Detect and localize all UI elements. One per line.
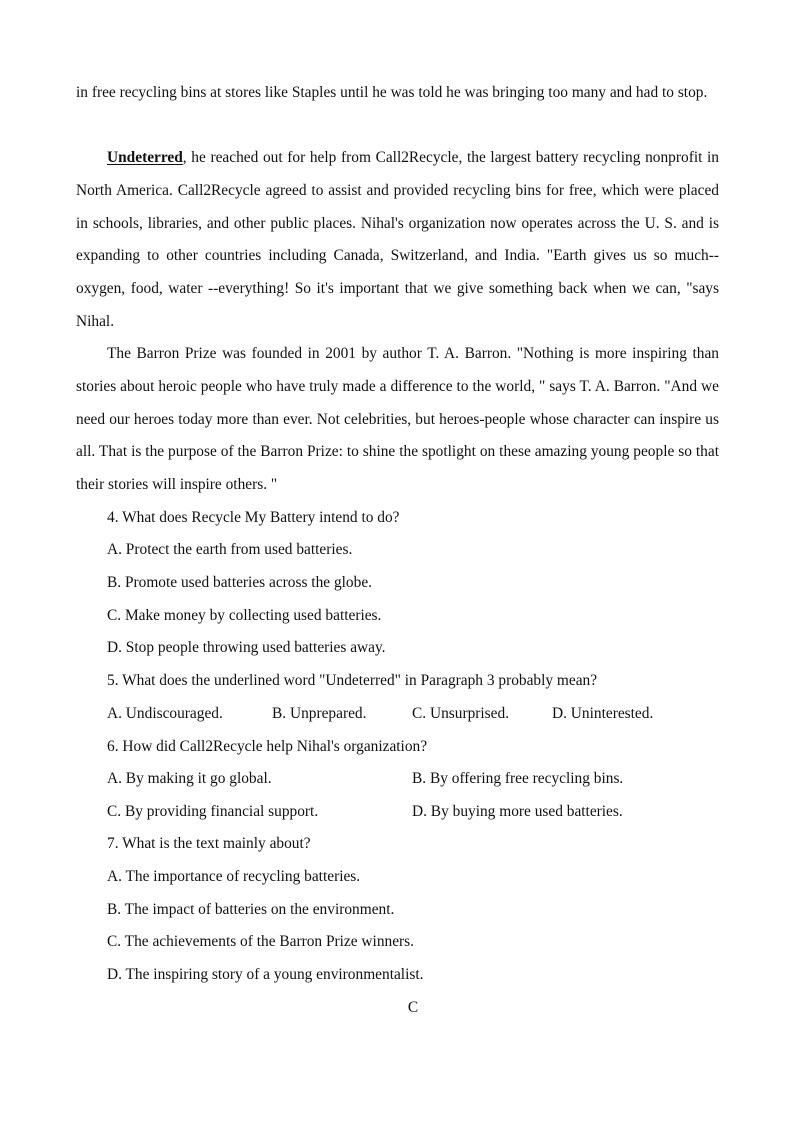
question-7-option-a: A. The importance of recycling batteries. [107, 868, 361, 885]
question-7-option-d: D. The inspiring story of a young environmentalist. [107, 966, 424, 983]
question-5-option-a: A. Undiscouraged. [107, 705, 223, 722]
question-7-option-b: B. The impact of batteries on the environment. [107, 901, 395, 918]
question-5-option-c: C. Unsurprised. [412, 705, 510, 722]
question-4-stem: 4. What does Recycle My Battery intend to do? [107, 509, 400, 526]
question-5-option-d: D. Uninterested. [552, 705, 654, 722]
question-4-option-d: D. Stop people throwing used batteries away. [107, 639, 386, 656]
paragraph-continuation: in free recycling bins at stores like Staples until he was told he was bringing too many and had to stop. [76, 84, 708, 101]
question-6-option-d: D. By buying more used batteries. [412, 803, 623, 820]
question-6-option-b: B. By offering free recycling bins. [412, 770, 624, 787]
question-5-option-b: B. Unprepared. [272, 705, 367, 722]
question-6-option-a: A. By making it go global. [107, 770, 272, 787]
paragraph-3 [76, 142, 719, 339]
underlined-word-undeterred: Undeterred [107, 149, 183, 166]
paragraph-4: The Barron Prize was founded in 2001 by author T. A. Barron. "Nothing is more inspiring than stories about heroic people who have truly made a difference to the world, " says T. A. Barron. "And we need our heroes today more than ever. Not celebrities, but heroes-people whose character can inspire us all. That is the purpose of the Barron Prize: to shine the spotlight on these amazing young people so that their stories will inspire others. " [76, 345, 719, 493]
question-5-stem: 5. What does the underlined word "Undeterred" in Paragraph 3 probably mean? [107, 672, 598, 689]
question-7-stem: 7. What is the text mainly about? [107, 835, 311, 852]
question-4-option-c: C. Make money by collecting used batteries. [107, 607, 382, 624]
question-6-stem: 6. How did Call2Recycle help Nihal's organization? [107, 738, 428, 755]
question-4-option-b: B. Promote used batteries across the globe. [107, 574, 372, 591]
question-4-option-a: A. Protect the earth from used batteries. [107, 541, 353, 558]
paragraph-3-text: , he reached out for help from Call2Recycle, the largest battery recycling nonprofit in North America. Call2Recycle agreed to assist and provided recycling bins for free, which were placed in schools, libraries, and other public places. Nihal's organization now operates across the U. S. and is expanding to other countries including Canada, Switzerland, and India. "Earth gives us so much--oxygen, food, water --everything! So it's important that we give something back when we can, "says Nihal. [76, 149, 719, 330]
question-7-option-c: C. The achievements of the Barron Prize winners. [107, 933, 415, 950]
question-6-option-c: C. By providing financial support. [107, 803, 319, 820]
section-heading-c: C [407, 999, 419, 1016]
